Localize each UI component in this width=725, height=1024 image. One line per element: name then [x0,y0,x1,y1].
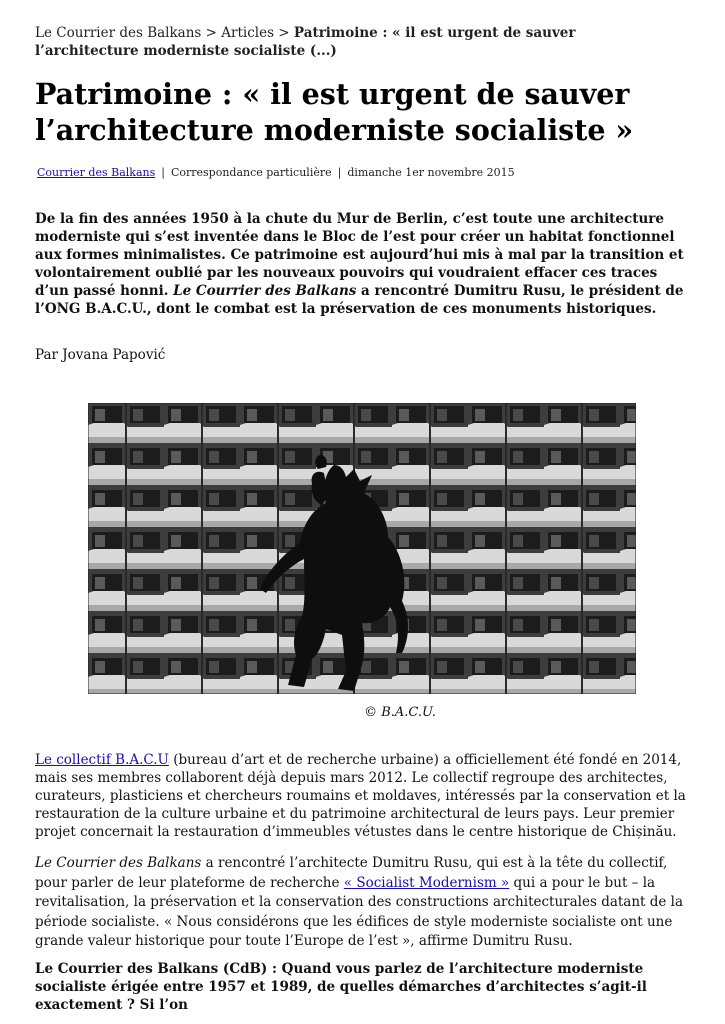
article-photo [88,403,636,694]
lead-publication-name: Le Courrier des Balkans [173,283,357,299]
breadcrumb-articles-link[interactable]: Articles [221,25,275,41]
breadcrumb [35,24,675,60]
article-paragraph [35,854,695,952]
article-type: Correspondance particulière [170,166,332,179]
meta-separator: | [161,166,165,179]
lead-text: De la fin des années 1950 à la chute du Mur de Berlin, c’est toute une architecture moderniste qui s’est inventée dans le Bloc de l’est pour créer un habitat fonctionnel aux formes minimalistes. Ce patrimoine est aujourd’hui mis à mal par la transition et volontairement oublié par les nouveaux pouvoirs qui voudraient effacer ces traces d’un passé honni. [35,211,684,299]
article-author: Par Jovana Papović [35,347,166,363]
photo-caption: © B.A.C.U. [364,705,436,720]
breadcrumb-current: Patrimoine : « il est urgent de sauver l’architecture moderniste socialiste (...) [35,25,576,59]
article-date: dimanche 1er novembre 2015 [347,166,515,179]
building-equestrian-statue-image [88,403,636,694]
breadcrumb-separator: > [201,25,222,41]
paragraph-text-end: qui a pour le but – la revitalisation, la préservation et la conservation des constructions architecturales datant de la période socialiste. « Nous considérons que les édifices de style moderniste socialiste ont une grande valeur historique pour toute l’Europe de l’est », affirme Dumitru Rusu. [35,874,684,949]
interview-question: Le Courrier des Balkans (CdB) : Quand vous parlez de l’architecture moderniste socialiste érigée entre 1957 et 1989, de quelles démarches d’architectes s’agit-il exactement ? Si l’on [35,961,647,1013]
publication-name: Le Courrier des Balkans [35,855,202,871]
meta-separator: | [337,166,342,179]
paragraph-text: a rencontré l’architecte Dumitru Rusu, qui est à la tête du collectif, pour parler de leur plateforme de recherche [35,855,668,891]
source-link[interactable]: Courrier des Balkans [37,166,156,179]
lead-text-end: a rencontré Dumitru Rusu, le président de l’ONG B.A.C.U., dont le combat est la préservation de ces monuments historiques. [35,283,684,317]
article-title: Patrimoine : « il est urgent de sauver l’architecture moderniste socialiste » [35,77,634,147]
article-meta [37,166,515,179]
socialist-modernism-link[interactable]: « Socialist Modernism » [343,874,510,891]
breadcrumb-separator: > [274,25,294,41]
breadcrumb-home-link[interactable]: Le Courrier des Balkans [35,25,202,41]
article-paragraph [35,751,695,841]
article-lead [35,210,690,318]
bacu-collective-link[interactable]: Le collectif B.A.C.U [35,752,169,768]
paragraph-text: (bureau d’art et de recherche urbaine) a officiellement été fondé en 2014, mais ses membres collaborent déjà depuis mars 2012. Le collectif regroupe des architectes, curateurs, plasticiens et chercheurs roumains et moldaves, intéressés par la conservation et la restauration de la culture urbaine et du patrimoine architectural de leurs pays. Leur premier projet concernait la restauration d’immeubles vétustes dans le centre historique de Chișinău. [35,752,686,840]
